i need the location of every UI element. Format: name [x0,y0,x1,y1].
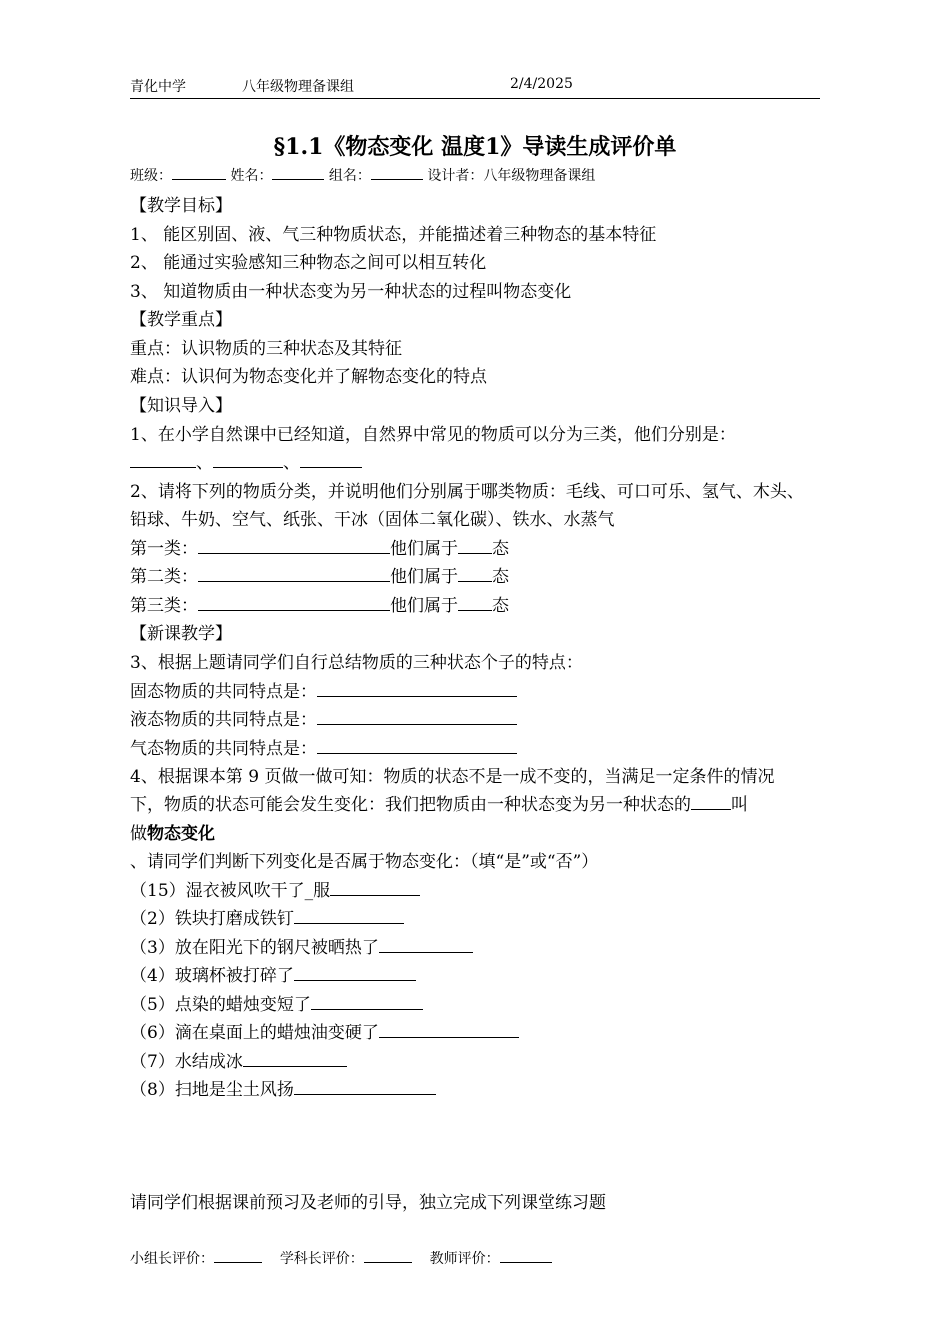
category-label: 第一类： [130,539,198,559]
question-4-suffix: 叫 [731,795,748,815]
judge-blank[interactable] [243,1052,347,1067]
judge-item [130,990,423,1015]
category-row [130,591,509,616]
header-school: 青化中学 [130,79,186,95]
judge-item-text: （5）点染的蜡烛变短了 [130,995,311,1015]
judge-blank[interactable] [294,909,404,924]
category-label: 第三类： [130,596,198,616]
state-label: 态 [492,596,509,616]
feature-row [130,734,517,759]
judge-item-text: （15）湿衣被风吹干了_服 [130,881,331,901]
feature-row [130,705,517,730]
closing-instruction: 请同学们根据课前预习及老师的引导，独立完成下列课堂练习题 [130,1193,606,1213]
team-blank[interactable] [371,165,423,180]
goal-item: 1、 能区别固、液、气三种物质状态，并能描述着三种物态的基本特征 [130,225,657,245]
category-blank[interactable] [198,596,390,611]
category-row [130,534,509,559]
judge-item-text: （7）水结成冰 [130,1052,243,1072]
answer-blank[interactable] [130,453,196,468]
term-phase-change: 物态变化 [147,824,215,844]
judge-item [130,961,416,986]
header-date: 2/4/2025 [510,76,573,92]
header-group: 八年级物理备课组 [242,79,354,95]
state-blank[interactable] [458,539,492,554]
goal-item: 3、 知道物质由一种状态变为另一种状态的过程叫物态变化 [130,282,572,302]
key-point: 重点：认识物质的三种状态及其特征 [130,339,402,359]
category-label: 第二类： [130,567,198,587]
feature-blank[interactable] [317,739,517,754]
team-label: 组名： [328,168,371,184]
question-4-blank[interactable] [691,795,731,810]
judge-blank[interactable] [379,938,473,953]
goals-heading: 【教学目标】 [130,196,232,216]
judge-item-text: （6）滴在桌面上的蜡烛油变硬了 [130,1023,379,1043]
class-label: 班级： [130,168,172,184]
goal-item: 2、 能通过实验感知三种物态之间可以相互转化 [130,253,487,273]
judge-blank[interactable] [330,881,420,896]
separator: 、 [283,453,300,473]
judge-item-text: （3）放在阳光下的钢尺被晒热了 [130,938,379,958]
intro-question-1: 1、在小学自然课中已经知道，自然界中常见的物质可以分为三类，他们分别是： [130,425,736,445]
teacher-eval-label: 教师评价： [429,1251,500,1267]
newlesson-heading: 【新课教学】 [130,624,232,644]
leader-eval-blank[interactable] [214,1248,262,1263]
belongs-label: 他们属于 [390,596,458,616]
judge-item [130,933,473,958]
feature-label: 固态物质的共同特点是： [130,682,317,702]
judge-instruction: 、请同学们判断下列变化是否属于物态变化：（填“是”或“否”） [130,852,599,872]
key-difficulty: 难点：认识何为物态变化并了解物态变化的特点 [130,367,487,387]
feature-label: 液态物质的共同特点是： [130,710,317,730]
separator: 、 [196,453,213,473]
feature-blank[interactable] [317,682,517,697]
state-blank[interactable] [458,596,492,611]
info-row [130,165,595,185]
key-heading: 【教学重点】 [130,310,232,330]
category-row [130,562,509,587]
judge-blank[interactable] [294,1080,436,1095]
judge-item [130,876,420,901]
judge-item [130,904,404,929]
judge-item [130,1018,519,1043]
judge-item [130,1047,347,1072]
intro-question-2-line2: 铅球、牛奶、空气、纸张、干冰（固体二氧化碳）、铁水、水蒸气 [130,510,615,530]
feature-blank[interactable] [317,710,517,725]
evaluation-row [130,1248,552,1268]
question-4-prefix: 做 [130,824,147,844]
newlesson-question-3: 3、根据上题请同学们自行总结物质的三种状态个子的特点： [130,653,583,673]
subject-eval-blank[interactable] [364,1248,412,1263]
question-4-line2 [130,790,748,815]
state-label: 态 [492,539,509,559]
category-blank[interactable] [198,539,390,554]
feature-row [130,677,517,702]
name-blank[interactable] [272,165,324,180]
category-blank[interactable] [198,567,390,582]
intro-blanks-row [130,448,362,473]
state-label: 态 [492,567,509,587]
answer-blank[interactable] [300,453,362,468]
page-header [130,76,820,99]
belongs-label: 他们属于 [390,567,458,587]
state-blank[interactable] [458,567,492,582]
judge-item-text: （8）扫地是尘土风扬 [130,1080,294,1100]
question-4-text: 下，物质的状态可能会发生变化：我们把物质由一种状态变为另一种状态的 [130,795,691,815]
subject-eval-label: 学科长评价： [279,1251,364,1267]
feature-label: 气态物质的共同特点是： [130,739,317,759]
page-title: §1.1《物态变化 温度1》导读生成评价单 [273,134,677,160]
judge-item [130,1075,436,1100]
judge-blank[interactable] [379,1023,519,1038]
class-blank[interactable] [172,165,226,180]
question-4-line3 [130,819,215,844]
leader-eval-label: 小组长评价： [130,1251,214,1267]
intro-heading: 【知识导入】 [130,396,232,416]
designer: 设计者：八年级物理备课组 [427,168,596,184]
answer-blank[interactable] [213,453,283,468]
belongs-label: 他们属于 [390,539,458,559]
judge-blank[interactable] [311,995,423,1010]
judge-item-text: （4）玻璃杯被打碎了 [130,966,294,986]
judge-blank[interactable] [294,966,416,981]
judge-item-text: （2）铁块打磨成铁钉 [130,909,294,929]
intro-question-2-line1: 2、请将下列的物质分类，并说明他们分别属于哪类物质：毛线、可口可乐、氢气、木头、 [130,482,804,502]
question-4-line1: 4、根据课本第 9 页做一做可知：物质的状态不是一成不变的，当满足一定条件的情况 [130,767,775,787]
name-label: 姓名： [230,168,273,184]
teacher-eval-blank[interactable] [500,1248,552,1263]
